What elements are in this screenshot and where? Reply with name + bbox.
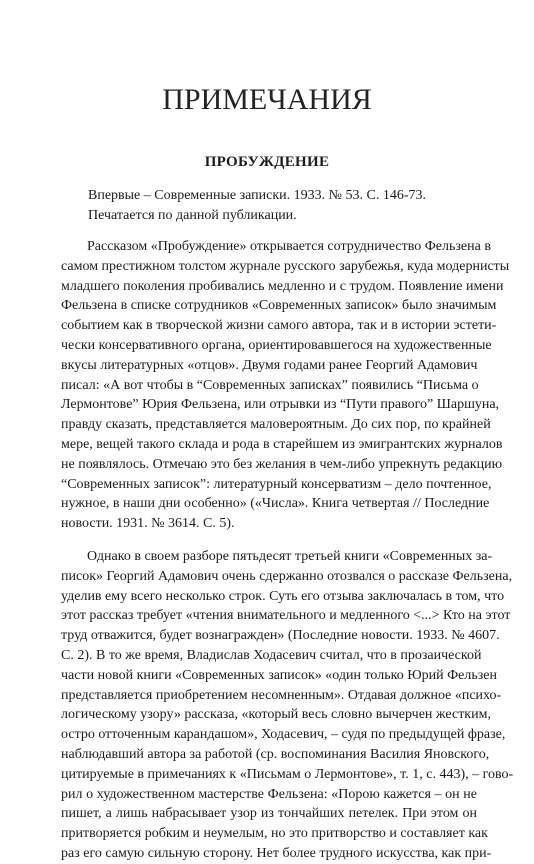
text-line: не появлялось. Отмечаю это без желания в чем-либо упрекнуть редакцию (61, 456, 503, 472)
text-line: остро отточенным карандашом», Ходасевич, – судя по предыдущей фразе, (61, 727, 506, 743)
text-line: новости. 1931. № 3614. С. 5). (61, 516, 235, 532)
publication-line: Впервые – Современные записки. 1933. № 53. С. 146-73. (88, 188, 427, 203)
text-line: части новой книги «Современных записок» «один только Юрий Фельзен (61, 667, 497, 683)
text-line: рил о художественном мастерстве Фельзена: «Порою кажется – он не (61, 786, 477, 802)
text-line: Однако в своем разборе пятьдесят третьей книги «Современных за- (87, 548, 493, 564)
text-line: писал: «А вот чтобы в “Современных записках” появились “Письма о (61, 377, 479, 393)
text-line: Фельзена в списке сотрудников «Современных записок» было значимым (61, 298, 497, 314)
paragraph (61, 237, 510, 534)
text-line: труд отважится, будет вознагражден» (Последние новости. 1933. № 4607. (61, 628, 500, 644)
text-line: представляется приобретением несомненным». Отдавая должное «психо- (61, 687, 502, 703)
text-line: пишет, а лишь набрасывает узор из тончайших петелек. При этом он (61, 806, 477, 822)
notes-body (61, 237, 514, 864)
publication-info (88, 186, 426, 226)
text-line: младшего поколения пробивались медленно и с трудом. Появление имени (61, 278, 504, 294)
text-line: мере, вещей такого склада и рода в старейшем из эмигрантских журналов (61, 436, 503, 452)
text-line: Рассказом «Пробуждение» открывается сотрудничество Фельзена в (87, 239, 491, 254)
text-line: этот рассказ требует «чтения внимательного и медленного <...> Кто на этот (61, 608, 511, 624)
publication-line: Печатается по данной публикации. (88, 207, 297, 223)
text-line: уделив ему всего несколько строк. Суть его отзыва заключалась в том, что (61, 588, 505, 604)
section-subtitle: ПРОБУЖДЕНИЕ (204, 154, 330, 170)
text-line: нужное, в наши дни особенно» («Числа». Книга четвертая // Последние (61, 496, 490, 512)
page-title: ПРИМЕЧАНИЯ (162, 83, 372, 116)
text-line: раз его самую сильную сторону. Нет более трудного искусства, как при- (61, 845, 492, 861)
paragraph-spacer (61, 534, 477, 547)
text-line: событием как в творческой жизни самого автора, так и в истории эстети- (61, 318, 497, 334)
text-line: самом престижном толстом журнале русского зарубежья, куда модернисты (61, 258, 510, 274)
text-line: “Современных записок”: литературный консерватизм – дело почтенное, (61, 476, 492, 492)
text-line: чески консервативного органа, ориентировавшегося на художественные (61, 337, 492, 353)
text-line: писок» Георгий Адамович очень сдержанно отозвался о рассказе Фельзена, (61, 568, 513, 584)
text-line: С. 2). В то же время, Владислав Ходасевич считал, что в прозаической (61, 647, 482, 663)
text-line: логическому узору» рассказа, «который весь словно вычерчен жестким, (61, 707, 491, 723)
paragraph (61, 547, 514, 864)
text-line: притворяется робким и неумелым, но это притворство и составляет как (61, 826, 488, 842)
text-line: вкусы литературных «отцов». Двумя годами ранее Георгий Адамович (61, 357, 478, 373)
text-line: правду сказать, представляется маловероятным. До сих пор, по крайней (61, 417, 491, 433)
text-line: цитируемые в примечаниях к «Письмам о Лермонтове», т. 1, с. 443), – гово- (61, 766, 514, 782)
text-line: Лермонтове” Юрия Фельзена, или отрывки из “Пути правого” Шаршуна, (61, 397, 500, 413)
text-line: наблюдавший автора за работой (ср. воспоминания Василия Яновского, (61, 746, 490, 762)
